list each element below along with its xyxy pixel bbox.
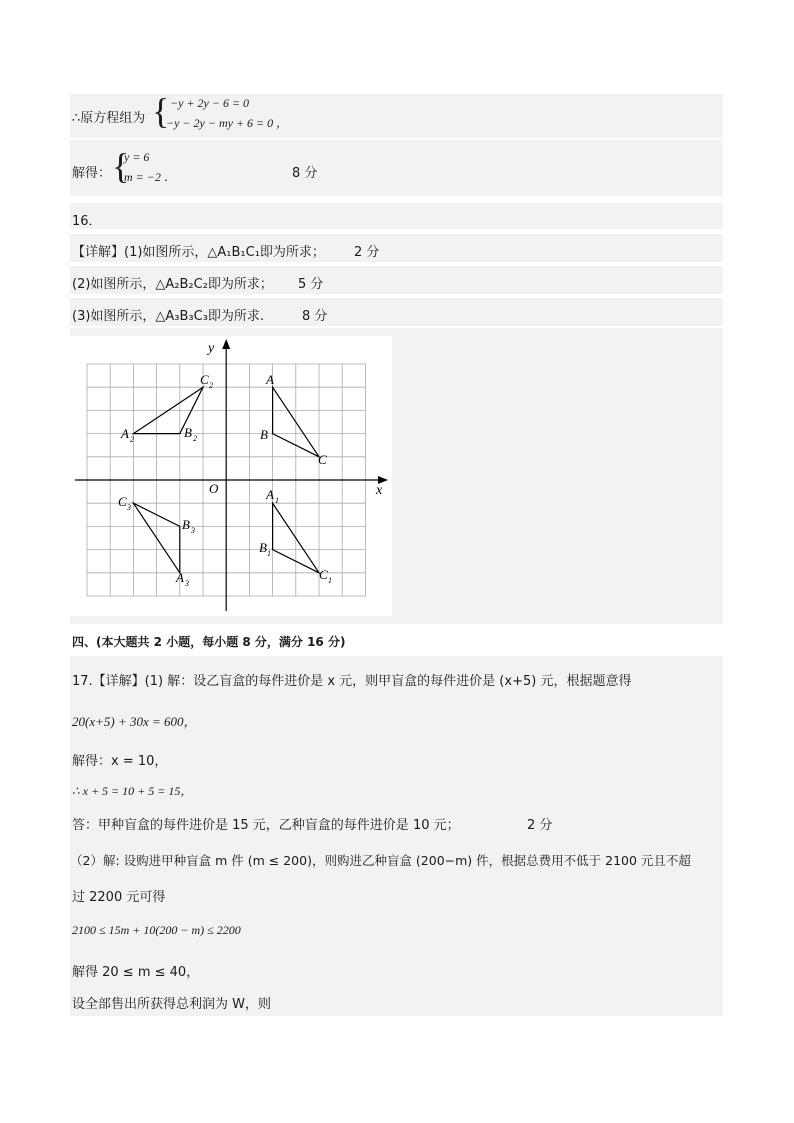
origin-label: O	[209, 481, 219, 496]
x-axis-label: x	[376, 483, 383, 498]
sys2-score: 8 分	[292, 166, 318, 181]
sys2-eq2: m = −2	[124, 170, 161, 184]
label-A: A	[266, 372, 274, 387]
label-B: B	[260, 427, 268, 442]
label-B3: B	[182, 517, 190, 532]
label-A1: A	[266, 487, 274, 502]
sys2-suffix: ．	[164, 170, 177, 184]
q16-score1: 2 分	[354, 245, 380, 260]
q17-answer-score: 2 分	[527, 818, 553, 833]
q17-eq1: 20(x+5) + 30x = 600，	[72, 714, 197, 729]
q16-number: 16．	[72, 214, 102, 229]
q17-part2-b: 过 2200 元可得	[72, 890, 166, 905]
q16-line1: 【详解】(1)如图所示，△A₁B₁C₁即为所求；	[72, 245, 325, 260]
q16-score3: 8 分	[302, 309, 328, 324]
label-B2-sub: 2	[193, 434, 197, 443]
label-A3: A	[176, 570, 184, 585]
label-B1: B	[259, 540, 267, 555]
grid-svg	[70, 336, 392, 616]
q17-profit: 设全部售出所获得总利润为 W，则	[72, 997, 271, 1012]
sys1-prefix: ∴原方程组为	[72, 111, 146, 126]
label-C1: C	[319, 567, 328, 582]
q17-sol2: 解得 20 ≤ m ≤ 40，	[72, 965, 200, 980]
q16-line3: (3)如图所示，△A₃B₃C₃即为所求.	[72, 309, 265, 324]
q17-intro: 17.【详解】(1) 解：设乙盲盒的每件进价是 x 元，则甲盲盒的每件进价是 (x+5) 元，根据题意得	[72, 674, 632, 689]
label-B2: B	[184, 425, 192, 440]
figure-bg	[70, 336, 392, 616]
label-A3-sub: 3	[185, 579, 189, 588]
sys1-eq1: −y + 2y − 6 = 0	[170, 96, 250, 110]
label-C: C	[318, 452, 327, 467]
sys1-eq2: −y − 2y − my + 6 = 0	[166, 116, 274, 130]
section-4-header: 四、(本大题共 2 小题，每小题 8 分，满分 16 分)	[72, 635, 346, 649]
sys2-eq1: y = 6	[124, 150, 150, 164]
sys2-prefix: 解得：	[72, 166, 112, 181]
q17-ineq: 2100 ≤ 15m + 10(200 − m) ≤ 2200	[72, 923, 241, 937]
q17-calc: ∴ x + 5 = 10 + 5 = 15，	[72, 784, 193, 798]
sys1-suffix: ，	[276, 116, 289, 130]
coordinate-figure	[70, 336, 392, 616]
q17-sol: 解得：x = 10，	[72, 754, 168, 769]
label-B3-sub: 3	[191, 526, 195, 535]
sys2-brace: {	[112, 146, 130, 186]
label-C3: C	[118, 494, 127, 509]
label-A2-sub: 2	[130, 435, 134, 444]
label-B1-sub: 1	[267, 549, 271, 558]
y-axis-label: y	[208, 341, 215, 356]
label-A2: A	[121, 426, 129, 441]
label-C3-sub: 3	[127, 503, 131, 512]
label-C2-sub: 2	[209, 381, 213, 390]
q17-answer: 答：甲种盲盒的每件进价是 15 元，乙种盲盒的每件进价是 10 元；	[72, 818, 460, 833]
label-C1-sub: 1	[328, 576, 332, 585]
q17-part2-a: （2）解: 设购进甲种盲盒 m 件 (m ≤ 200)，则购进乙种盲盒 (200−m) 件，根据总费用不低于 2100 元且不超	[70, 853, 691, 868]
q16-line2: (2)如图所示，△A₂B₂C₂即为所求；	[72, 277, 273, 292]
block-q16-num	[70, 203, 723, 229]
label-C2: C	[200, 372, 209, 387]
label-A1-sub: 1	[275, 496, 279, 505]
sys1-brace: {	[152, 91, 170, 131]
q16-score2: 5 分	[298, 277, 324, 292]
